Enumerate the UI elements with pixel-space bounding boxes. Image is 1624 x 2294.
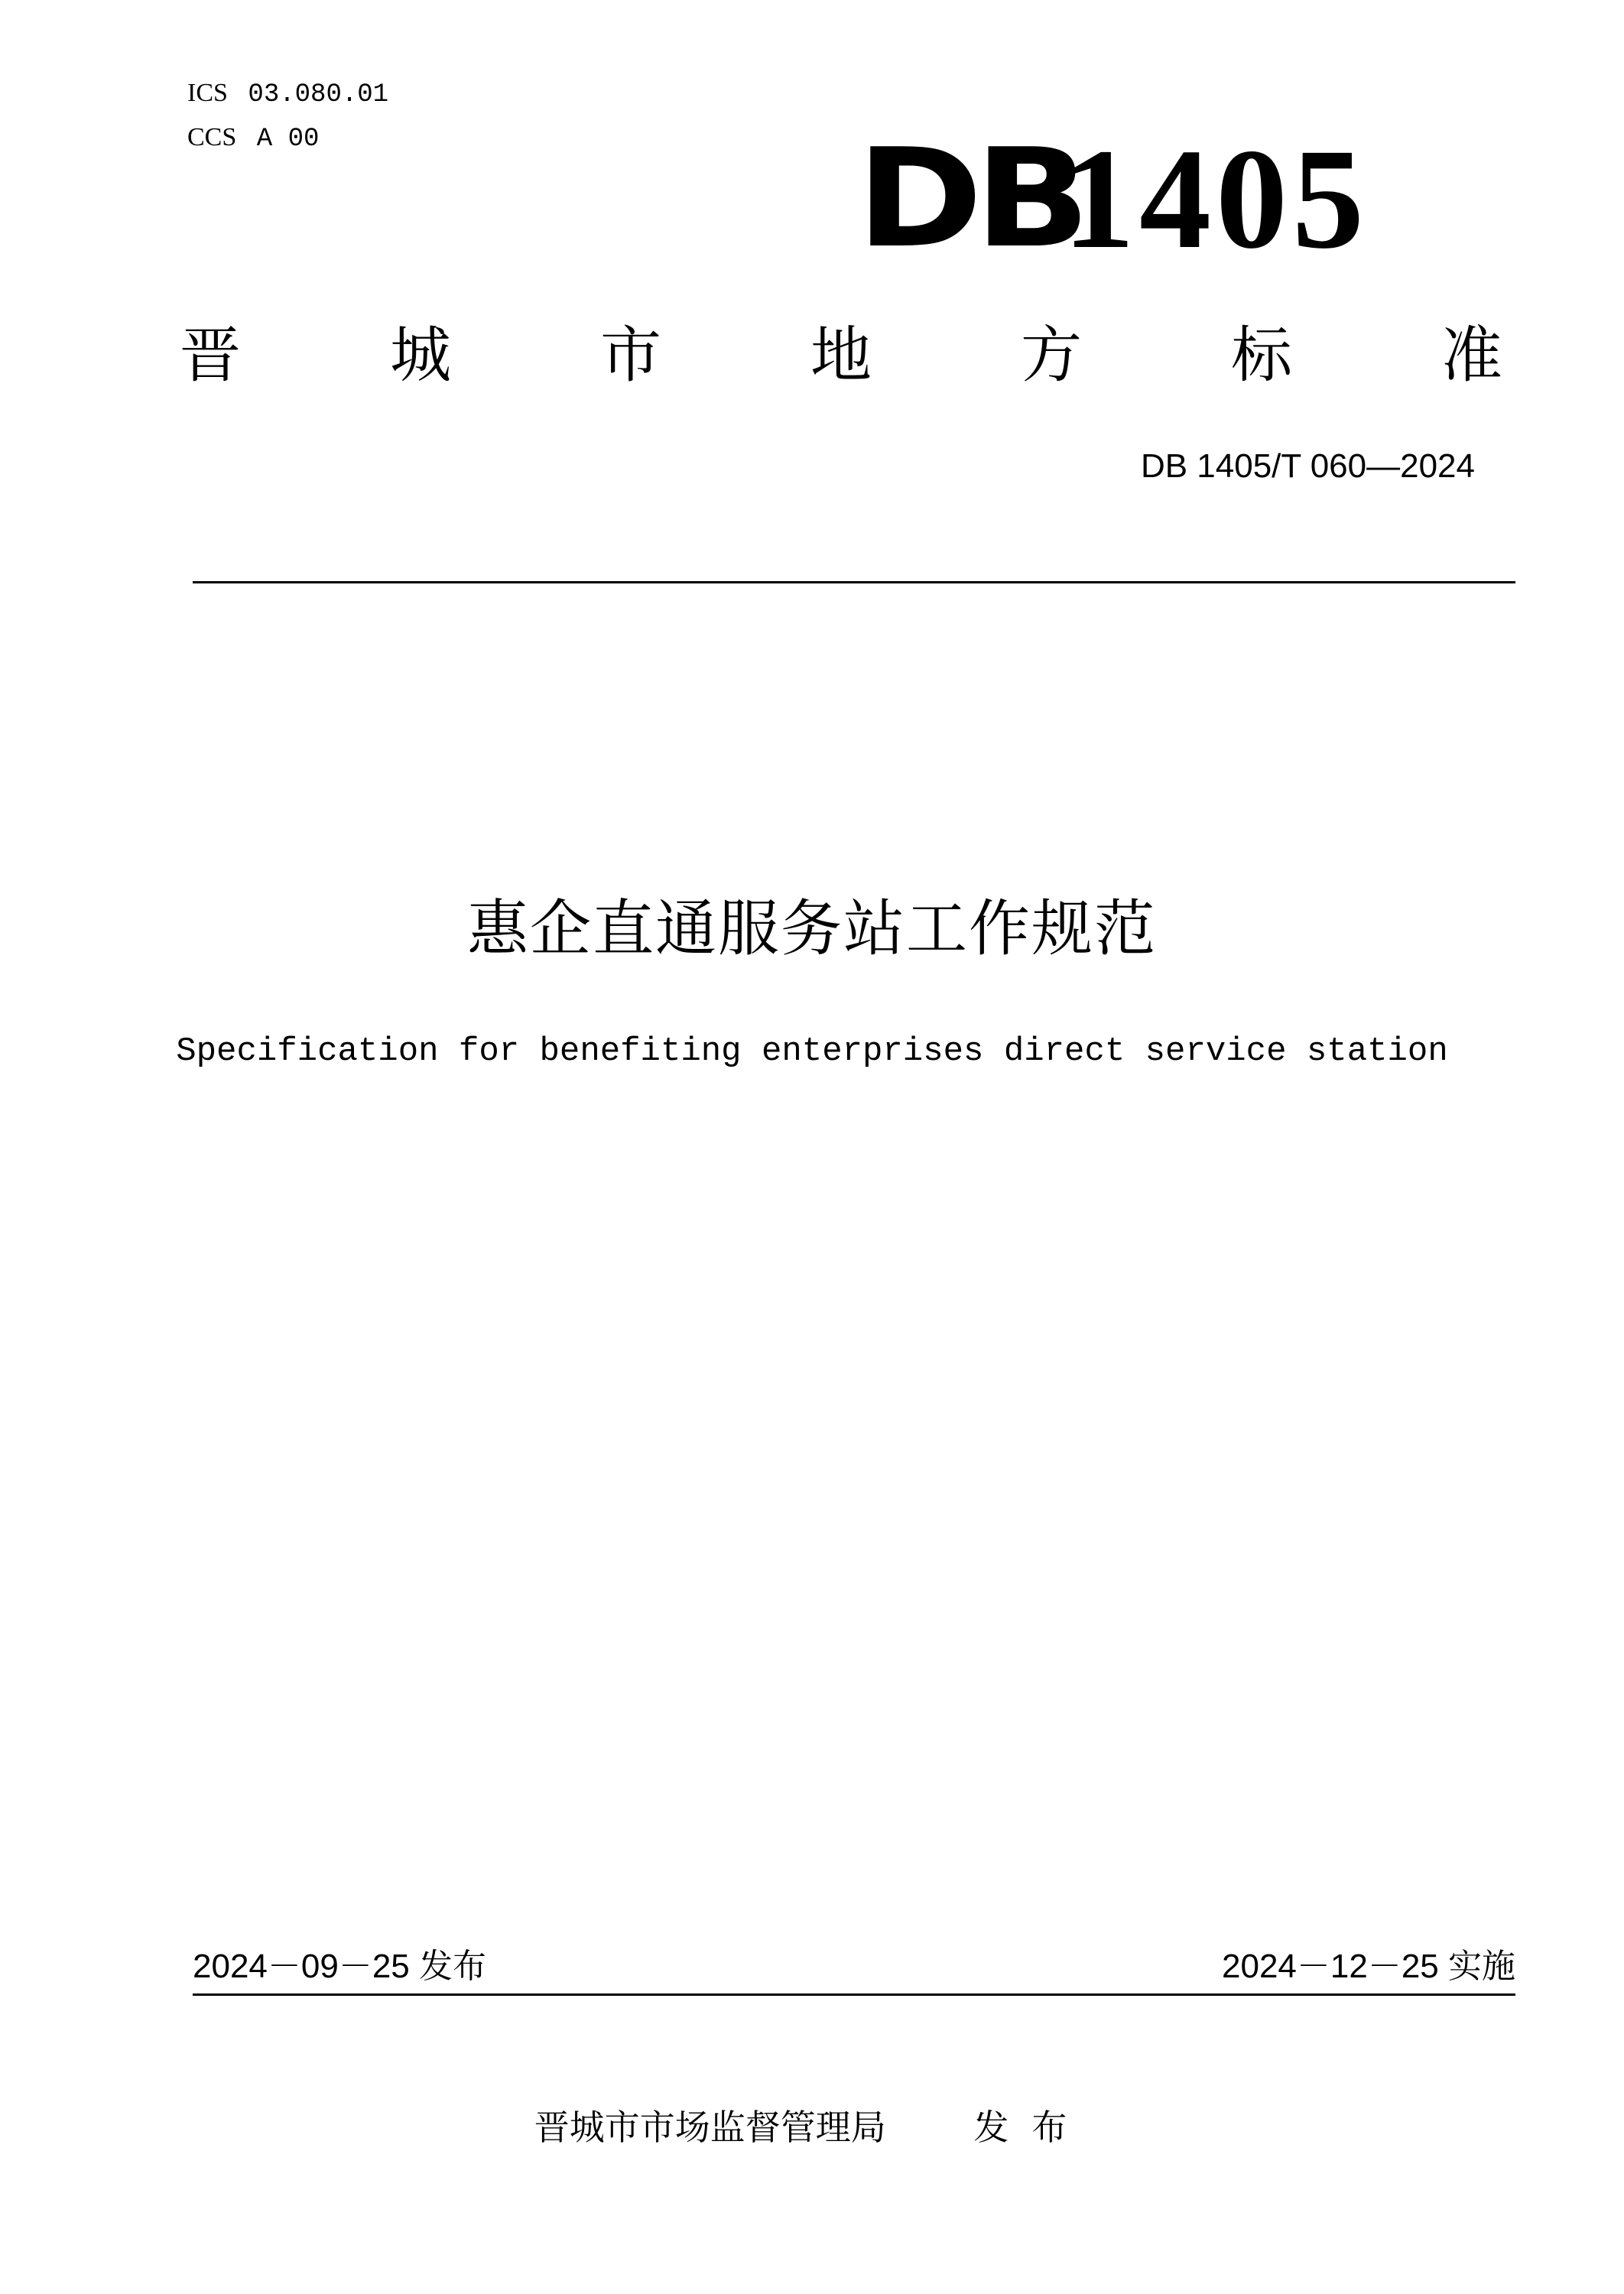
authority-heading <box>180 314 1502 398</box>
standard-number: DB 1405/T 060—2024 <box>1140 447 1475 485</box>
implementation-date: 2024－12－25 实施 <box>1222 1948 1515 1985</box>
authority-heading-char: 地 <box>810 320 872 391</box>
authority-heading-char: 方 <box>1021 320 1082 391</box>
ics-code-row <box>187 78 388 110</box>
ics-code: 03.080.01 <box>248 80 389 109</box>
dates-divider <box>193 1993 1515 1996</box>
ccs-code-row <box>187 122 319 154</box>
db-standard-logo <box>856 119 1392 278</box>
logo-db-mark: DB <box>856 119 1083 278</box>
authority-heading-char: 市 <box>600 320 661 391</box>
issue-date: 2024－09－25 发布 <box>193 1948 486 1985</box>
logo-region-number: 1405 <box>1063 119 1369 278</box>
authority-heading-char: 城 <box>390 320 451 391</box>
document-title-english: Specification for benefiting enterprises direct service station <box>176 1032 1448 1071</box>
document-title-chinese: 惠企直通服务站工作规范 <box>467 893 1157 964</box>
header-divider <box>193 581 1515 583</box>
issuer-line <box>0 2104 1624 2150</box>
authority-heading-char: 标 <box>1231 320 1292 391</box>
issuer-action: 发布 <box>973 2107 1090 2148</box>
authority-heading-char: 准 <box>1441 320 1502 391</box>
authority-heading-char: 晋 <box>180 320 241 391</box>
ccs-code: A 00 <box>256 125 320 154</box>
ccs-label: CCS <box>187 123 237 151</box>
issuer-organization: 晋城市市场监督管理局 <box>534 2107 886 2148</box>
ics-label: ICS <box>187 79 228 107</box>
